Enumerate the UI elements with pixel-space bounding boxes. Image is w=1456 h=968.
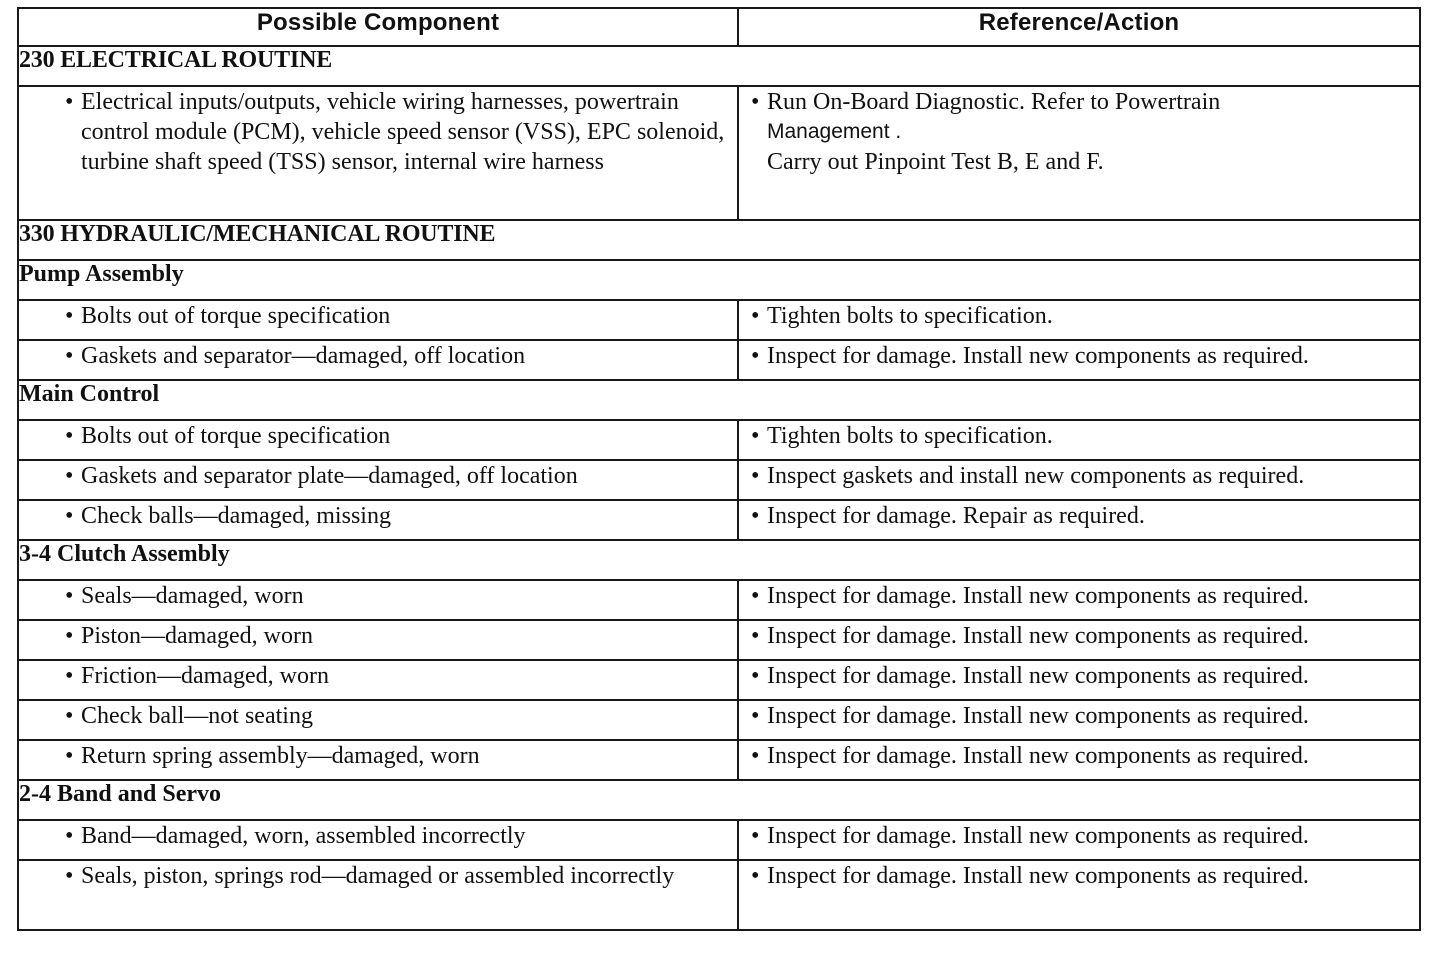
table-row xyxy=(18,860,1420,930)
component-text: Electrical inputs/outputs, vehicle wiring harnesses, powertrain control module (PCM), vehicle speed sensor (VSS), EPC solenoid, turbine shaft speed (TSS) sensor, internal wire harness xyxy=(81,89,725,175)
component-cell xyxy=(18,300,738,340)
bullet-glyph: • xyxy=(65,463,74,489)
bullet-glyph: • xyxy=(751,423,760,449)
component-text: Gaskets and separator plate—damaged, off location xyxy=(81,463,578,489)
bullet-glyph: • xyxy=(751,303,760,329)
table-row xyxy=(18,580,1420,620)
bullet-glyph: • xyxy=(65,823,74,849)
diagnostic-table xyxy=(17,7,1421,931)
table-row xyxy=(18,820,1420,860)
component-cell xyxy=(18,860,738,930)
action-text: Tighten bolts to specification. xyxy=(767,303,1053,329)
component-text: Piston—damaged, worn xyxy=(81,623,313,649)
action-cell xyxy=(738,660,1420,700)
action-text-line-1: Run On-Board Diagnostic. Refer to Powertrain xyxy=(767,89,1221,115)
table-header-row xyxy=(18,8,1420,46)
action-text: Inspect gaskets and install new components as required. xyxy=(767,463,1305,489)
bullet-glyph: • xyxy=(65,863,74,889)
bullet-glyph: • xyxy=(751,823,760,849)
action-text: Inspect for damage. Install new components as required. xyxy=(767,623,1309,649)
component-text: Friction—damaged, worn xyxy=(81,663,329,689)
component-text: Gaskets and separator—damaged, off location xyxy=(81,343,526,369)
bullet-glyph: • xyxy=(65,423,74,449)
component-cell xyxy=(18,420,738,460)
bullet-glyph: • xyxy=(65,623,74,649)
component-cell xyxy=(18,820,738,860)
group-row-main-control xyxy=(18,380,1420,420)
bullet-glyph: • xyxy=(65,343,74,369)
action-cell xyxy=(738,580,1420,620)
action-text: Inspect for damage. Install new components as required. xyxy=(767,583,1309,609)
table-row xyxy=(18,740,1420,780)
bullet-glyph: • xyxy=(751,89,760,115)
component-cell xyxy=(18,660,738,700)
component-text: Check balls—damaged, missing xyxy=(81,503,391,529)
component-cell xyxy=(18,340,738,380)
group-row-clutch-34 xyxy=(18,540,1420,580)
component-cell xyxy=(18,500,738,540)
table-row xyxy=(18,340,1420,380)
action-text: Tighten bolts to specification. xyxy=(767,423,1053,449)
table-row xyxy=(18,300,1420,340)
component-cell xyxy=(18,86,738,220)
section-title-electrical: 230 ELECTRICAL ROUTINE xyxy=(18,46,1420,86)
group-row-band-servo xyxy=(18,780,1420,820)
action-text: Inspect for damage. Install new components as required. xyxy=(767,663,1309,689)
action-text: Inspect for damage. Install new components as required. xyxy=(767,743,1309,769)
table-row xyxy=(18,660,1420,700)
action-cell xyxy=(738,340,1420,380)
action-cell xyxy=(738,860,1420,930)
action-text-line-3: Carry out Pinpoint Test B, E and F. xyxy=(767,149,1104,175)
component-cell xyxy=(18,740,738,780)
action-text: Inspect for damage. Install new components as required. xyxy=(767,343,1309,369)
component-cell xyxy=(18,460,738,500)
section-row-hydraulic xyxy=(18,220,1420,260)
bullet-glyph: • xyxy=(65,303,74,329)
action-cell xyxy=(738,700,1420,740)
table-row xyxy=(18,86,1420,220)
table-row xyxy=(18,500,1420,540)
component-cell xyxy=(18,580,738,620)
bullet-glyph: • xyxy=(751,663,760,689)
bullet-glyph: • xyxy=(751,743,760,769)
action-cell xyxy=(738,420,1420,460)
bullet-glyph: • xyxy=(65,743,74,769)
bullet-glyph: • xyxy=(751,503,760,529)
action-text: Inspect for damage. Install new components as required. xyxy=(767,703,1309,729)
bullet-glyph: • xyxy=(751,583,760,609)
group-title-band-servo: 2-4 Band and Servo xyxy=(18,780,1420,820)
bullet-glyph: • xyxy=(65,89,74,115)
table-row xyxy=(18,620,1420,660)
component-text: Band—damaged, worn, assembled incorrectly xyxy=(81,823,526,849)
section-row-electrical xyxy=(18,46,1420,86)
group-title-pump: Pump Assembly xyxy=(18,260,1420,300)
action-cell xyxy=(738,620,1420,660)
action-text-line-2: Management . xyxy=(767,120,902,143)
action-cell xyxy=(738,740,1420,780)
action-cell xyxy=(738,820,1420,860)
action-text: Inspect for damage. Install new components as required. xyxy=(767,863,1309,889)
table-row xyxy=(18,700,1420,740)
component-text: Bolts out of torque specification xyxy=(81,303,391,329)
component-cell xyxy=(18,700,738,740)
column-header-action: Reference/Action xyxy=(738,8,1420,46)
bullet-glyph: • xyxy=(65,503,74,529)
bullet-glyph: • xyxy=(751,703,760,729)
group-title-clutch-34: 3-4 Clutch Assembly xyxy=(18,540,1420,580)
column-header-component: Possible Component xyxy=(18,8,738,46)
action-cell xyxy=(738,300,1420,340)
component-cell xyxy=(18,620,738,660)
action-text: Inspect for damage. Repair as required. xyxy=(767,503,1145,529)
bullet-glyph: • xyxy=(751,623,760,649)
bullet-glyph: • xyxy=(751,463,760,489)
action-cell xyxy=(738,500,1420,540)
section-title-hydraulic: 330 HYDRAULIC/MECHANICAL ROUTINE xyxy=(18,220,1420,260)
component-text: Seals—damaged, worn xyxy=(81,583,304,609)
group-title-main-control: Main Control xyxy=(18,380,1420,420)
bullet-glyph: • xyxy=(751,343,760,369)
bullet-glyph: • xyxy=(65,703,74,729)
bullet-glyph: • xyxy=(65,583,74,609)
bullet-glyph: • xyxy=(65,663,74,689)
component-text: Return spring assembly—damaged, worn xyxy=(81,743,480,769)
action-text: Inspect for damage. Install new components as required. xyxy=(767,823,1309,849)
action-cell xyxy=(738,460,1420,500)
action-cell xyxy=(738,86,1420,220)
group-row-pump xyxy=(18,260,1420,300)
table-row xyxy=(18,420,1420,460)
bullet-glyph: • xyxy=(751,863,760,889)
component-text: Bolts out of torque specification xyxy=(81,423,391,449)
component-text: Check ball—not seating xyxy=(81,703,313,729)
component-text: Seals, piston, springs rod—damaged or assembled incorrectly xyxy=(81,863,675,889)
table-row xyxy=(18,460,1420,500)
